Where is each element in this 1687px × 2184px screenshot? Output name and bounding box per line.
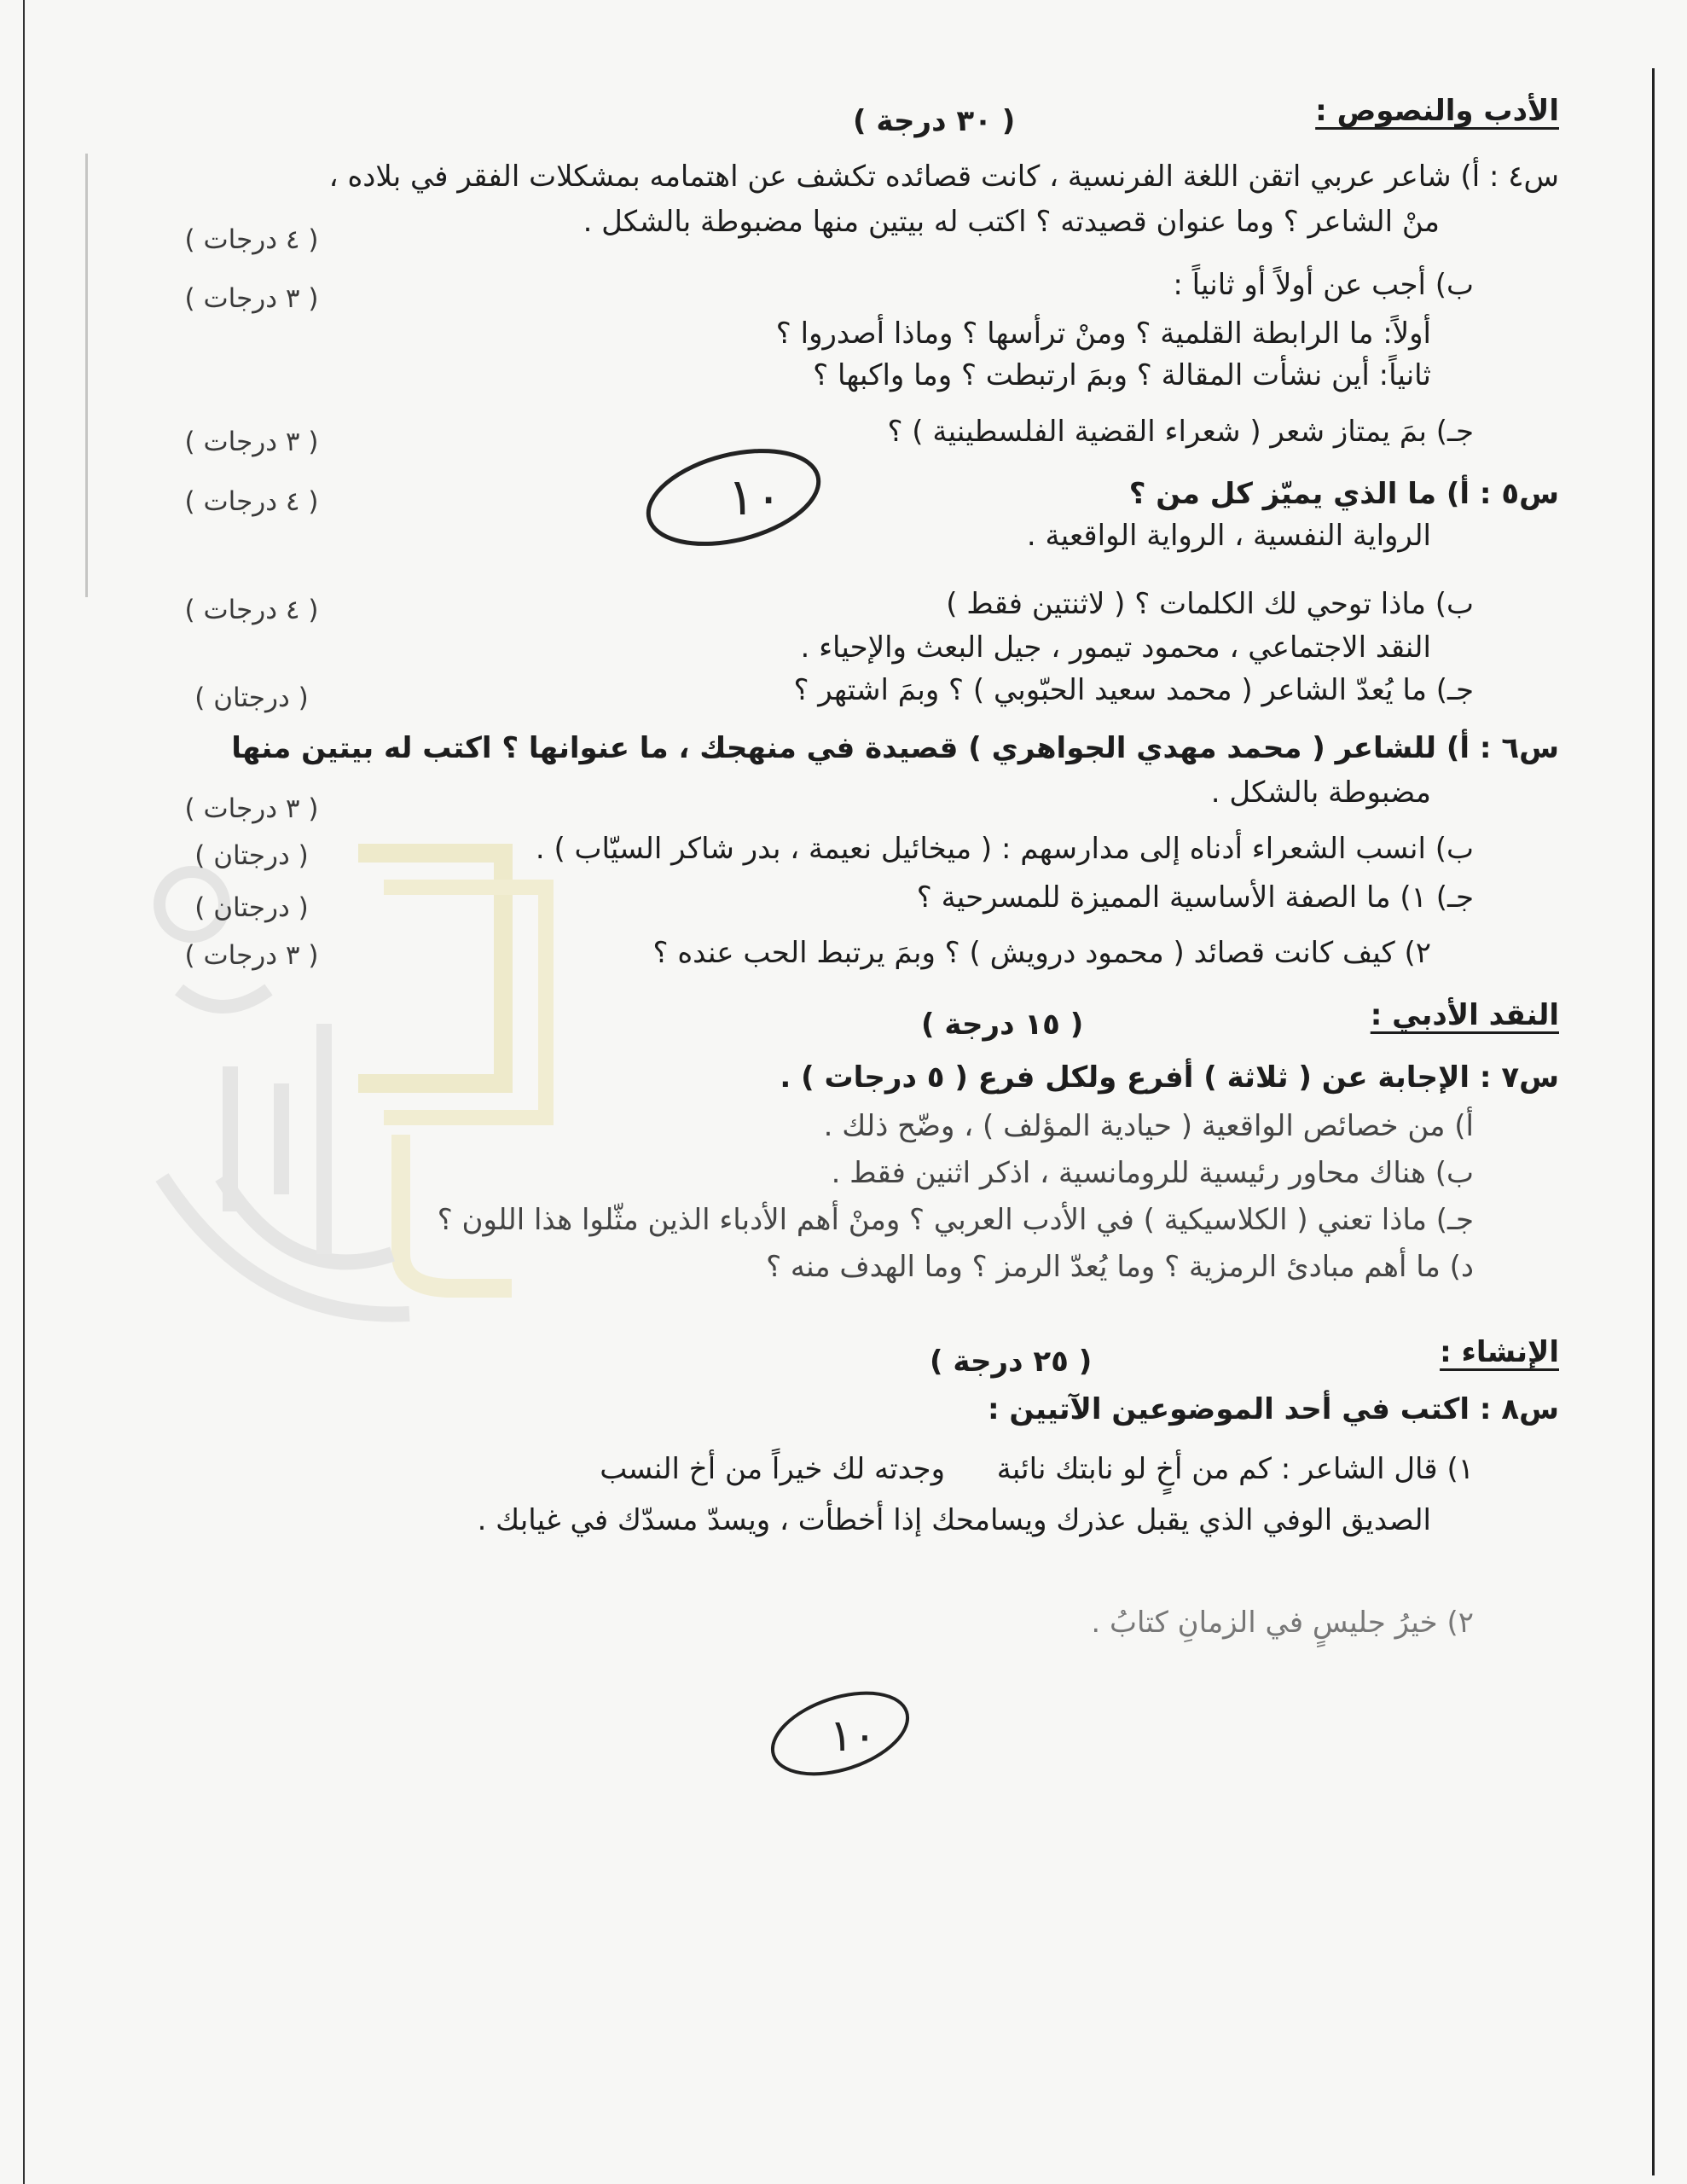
svg-text:١٠: ١٠	[727, 468, 783, 527]
q4-b-line-2: أولاً: ما الرابطة القلمية ؟ ومنْ ترأسها ؟ وماذا أصدروا ؟	[775, 317, 1431, 351]
section-criticism-score: ( ١٥ درجة )	[921, 1008, 1084, 1042]
section-composition-score: ( ٢٥ درجة )	[930, 1345, 1093, 1379]
q5-b-line-2: النقد الاجتماعي ، محمود تيمور ، جيل البعث والإحياء .	[800, 630, 1431, 665]
q8-intro: س٨ : اكتب في أحد الموضوعين الآتيين :	[988, 1392, 1559, 1426]
q7-c: جـ) ماذا تعني ( الكلاسيكية ) في الأدب العربي ؟ ومنْ أهم الأدباء الذين مثّلوا هذا اللون ؟	[437, 1203, 1474, 1237]
section-criticism-title: النقد الأدبي :	[1370, 998, 1559, 1032]
page-border-left	[23, 0, 25, 2184]
q6-c1-line-1: جـ) ١) ما الصفة الأساسية المميزة للمسرحية ؟	[916, 880, 1474, 915]
q7-a: أ) من خصائص الواقعية ( حيادية المؤلف ) ، وضّح ذلك .	[823, 1109, 1474, 1143]
page-border-right	[1652, 68, 1655, 2175]
q4-b-marks: ( ٣ درجات )	[184, 283, 319, 314]
section-literature-title: الأدب والنصوص :	[1315, 94, 1559, 128]
section-composition-title: الإنشاء :	[1440, 1335, 1559, 1369]
q5-b-marks: ( ٤ درجات )	[184, 595, 319, 625]
grade-stamp-top	[631, 439, 836, 550]
q6-c2-marks: ( ٣ درجات )	[184, 940, 319, 971]
svg-text:١٠: ١٠	[829, 1711, 877, 1762]
q8-topic-2: ٢) خيرُ جليسٍ في الزمانِ كتابُ .	[1091, 1606, 1474, 1640]
q4-a-marks: ( ٤ درجات )	[184, 224, 319, 255]
q5-c-line-1: جـ) ما يُعدّ الشاعر ( محمد سعيد الحبّوبي ) ؟ وبمَ اشتهر ؟	[793, 673, 1474, 707]
q6-c1-marks: ( درجتان )	[194, 892, 309, 923]
section-literature-score: ( ٣٠ درجة )	[853, 104, 1016, 138]
q7-intro: س٧ : الإجابة عن ( ثلاثة ) أفرع ولكل فرع ( ٥ درجات ) .	[780, 1060, 1559, 1095]
watermark-logo	[145, 810, 588, 1339]
q6-a-line-1: س٦ : أ) للشاعر ( محمد مهدي الجواهري ) قصيدة في منهجك ، ما عنوانها ؟ اكتب له بيتين منها	[231, 731, 1559, 765]
q6-b-line-1: ب) انسب الشعراء أدناه إلى مدارسهم : ( ميخائيل نعيمة ، بدر شاكر السيّاب ) .	[535, 832, 1474, 866]
q4-c-marks: ( ٣ درجات )	[184, 427, 319, 457]
q7-b: ب) هناك محاور رئيسية للرومانسية ، اذكر اثنين فقط .	[831, 1156, 1474, 1190]
q6-c2-line-1: ٢) كيف كانت قصائد ( محمود درويش ) ؟ وبمَ يرتبط الحب عنده ؟	[652, 936, 1431, 970]
q8-topic-1-right: ١) قال الشاعر : كم من أخٍ لو نابتك نائبة	[996, 1452, 1474, 1486]
q5-b-line-1: ب) ماذا توحي لك الكلمات ؟ ( لاثنتين فقط )	[946, 587, 1474, 621]
q5-a-line-1: س٥ : أ) ما الذي يميّز كل من ؟	[1128, 477, 1559, 511]
q8-topic-1-line-2: الصديق الوفي الذي يقبل عذرك ويسامحك إذا أخطأت ، ويسدّ مسدّك في غيابك .	[477, 1503, 1431, 1537]
q4-a-line-2: منْ الشاعر ؟ وما عنوان قصيدته ؟ اكتب له بيتين منها مضبوطة بالشكل .	[583, 205, 1440, 239]
q5-a-line-2: الرواية النفسية ، الرواية الواقعية .	[1026, 519, 1431, 553]
q5-a-marks: ( ٤ درجات )	[184, 486, 319, 517]
q4-b-line-1: ب) أجب عن أولاً أو ثانياً :	[1173, 268, 1474, 302]
q7-d: د) ما أهم مبادئ الرمزية ؟ وما يُعدّ الرمز ؟ وما الهدف منه ؟	[766, 1250, 1474, 1284]
q5-c-marks: ( درجتان )	[194, 682, 309, 713]
q6-a-marks: ( ٣ درجات )	[184, 793, 319, 824]
scan-artifact-line	[85, 154, 88, 597]
q4-c-line-1: جـ) بمَ يمتاز شعر ( شعراء القضية الفلسطينية ) ؟	[887, 415, 1474, 449]
q6-a-line-2: مضبوطة بالشكل .	[1210, 775, 1431, 810]
q8-topic-1-left: وجدته لك خيراً من أخ النسب	[600, 1452, 945, 1486]
grade-stamp-bottom	[759, 1681, 921, 1783]
q4-a-line-1: س٤ : أ) شاعر عربي اتقن اللغة الفرنسية ، كانت قصائده تكشف عن اهتمامه بمشكلات الفقر في بلاده ،	[328, 160, 1559, 194]
q4-b-line-3: ثانياً: أين نشأت المقالة ؟ وبمَ ارتبطت ؟ وما واكبها ؟	[813, 358, 1431, 392]
q6-b-marks: ( درجتان )	[194, 840, 309, 871]
